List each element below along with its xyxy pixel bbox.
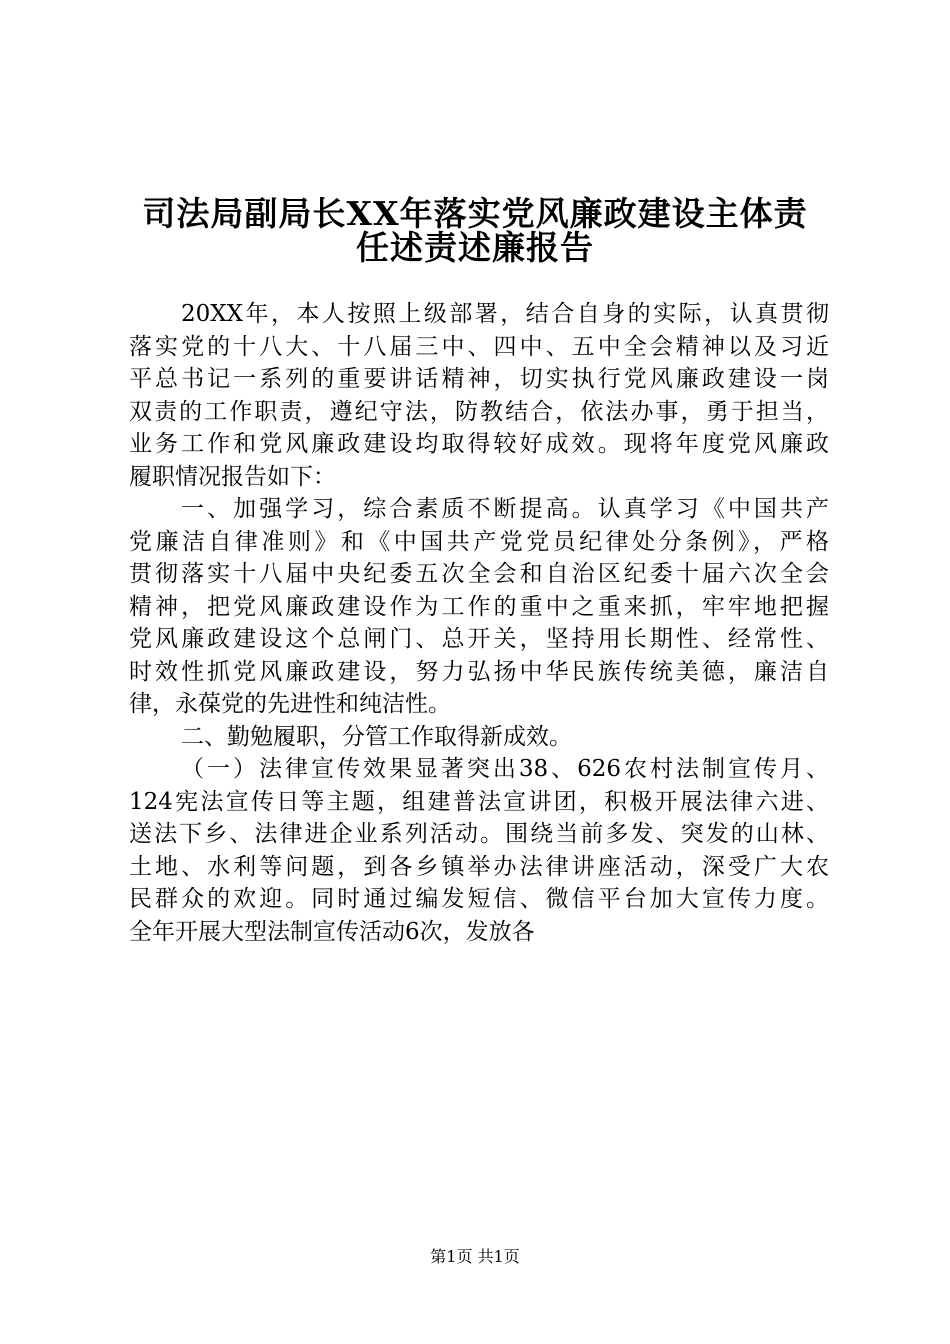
section-one-line: 党廉洁自律准则》和《中国共产党党员纪律处分条例》，严格 <box>129 528 829 555</box>
subsection-one-line: 全年开展大型法制宣传活动6次，发放各 <box>129 918 535 945</box>
paragraph-intro-line: 平总书记一系列的重要讲话精神，切实执行党风廉政建设一岗 <box>129 366 829 392</box>
subsection-one-line: 124宪法宣传日等主题，组建普法宣讲团，积极开展法律六进、 <box>129 788 829 815</box>
paragraph-intro-line: 履职情况报告如下： <box>129 463 336 490</box>
subsection-one-line: 送法下乡、法律进企业系列活动。围绕当前多发、突发的山林、 <box>129 821 829 847</box>
paragraph-intro-line: 业务工作和党风廉政建设均取得较好成效。现将年度党风廉政 <box>129 431 829 457</box>
section-one-line: 律，永葆党的先进性和纯洁性。 <box>129 691 451 717</box>
section-one-line: 贯彻落实十八届中央纪委五次全会和自治区纪委十届六次全会 <box>129 561 829 587</box>
section-one-line: 时效性抓党风廉政建设，努力弘扬中华民族传统美德，廉洁自 <box>129 658 829 685</box>
page-footer: 第1页 共1页 <box>430 1247 520 1266</box>
subsection-one-line: 民群众的欢迎。同时通过编发短信、微信平台加大宣传力度。 <box>129 886 829 912</box>
subsection-one-line: 土地、水利等问题，到各乡镇举办法律讲座活动，深受广大农 <box>129 853 829 880</box>
document-body <box>129 298 829 948</box>
paragraph-intro-line: 20XX年，本人按照上级部署，结合自身的实际，认真贯彻 <box>181 301 829 327</box>
document-title-line-2: 任述责述廉报告 <box>356 228 594 267</box>
section-one-line: 党风廉政建设这个总闸门、总开关，坚持用长期性、经常性、 <box>129 626 829 652</box>
document-title-line-1: 司法局副局长XX年落实党风廉政建设主体责 <box>142 194 808 233</box>
section-one-line: 精神，把党风廉政建设作为工作的重中之重来抓，牢牢地把握 <box>129 593 829 620</box>
section-two-heading: 二、勤勉履职，分管工作取得新成效。 <box>181 723 572 750</box>
paragraph-intro-line: 落实党的十八大、十八届三中、四中、五中全会精神以及习近 <box>129 333 829 360</box>
paragraph-intro-line: 双责的工作职责，遵纪守法，防教结合，依法办事，勇于担当， <box>129 398 829 425</box>
subsection-one-line: （一）法律宣传效果显著突出38、626农村法制宣传月、 <box>181 756 829 782</box>
section-one-line: 一、加强学习，综合素质不断提高。认真学习《中国共产 <box>181 496 829 522</box>
